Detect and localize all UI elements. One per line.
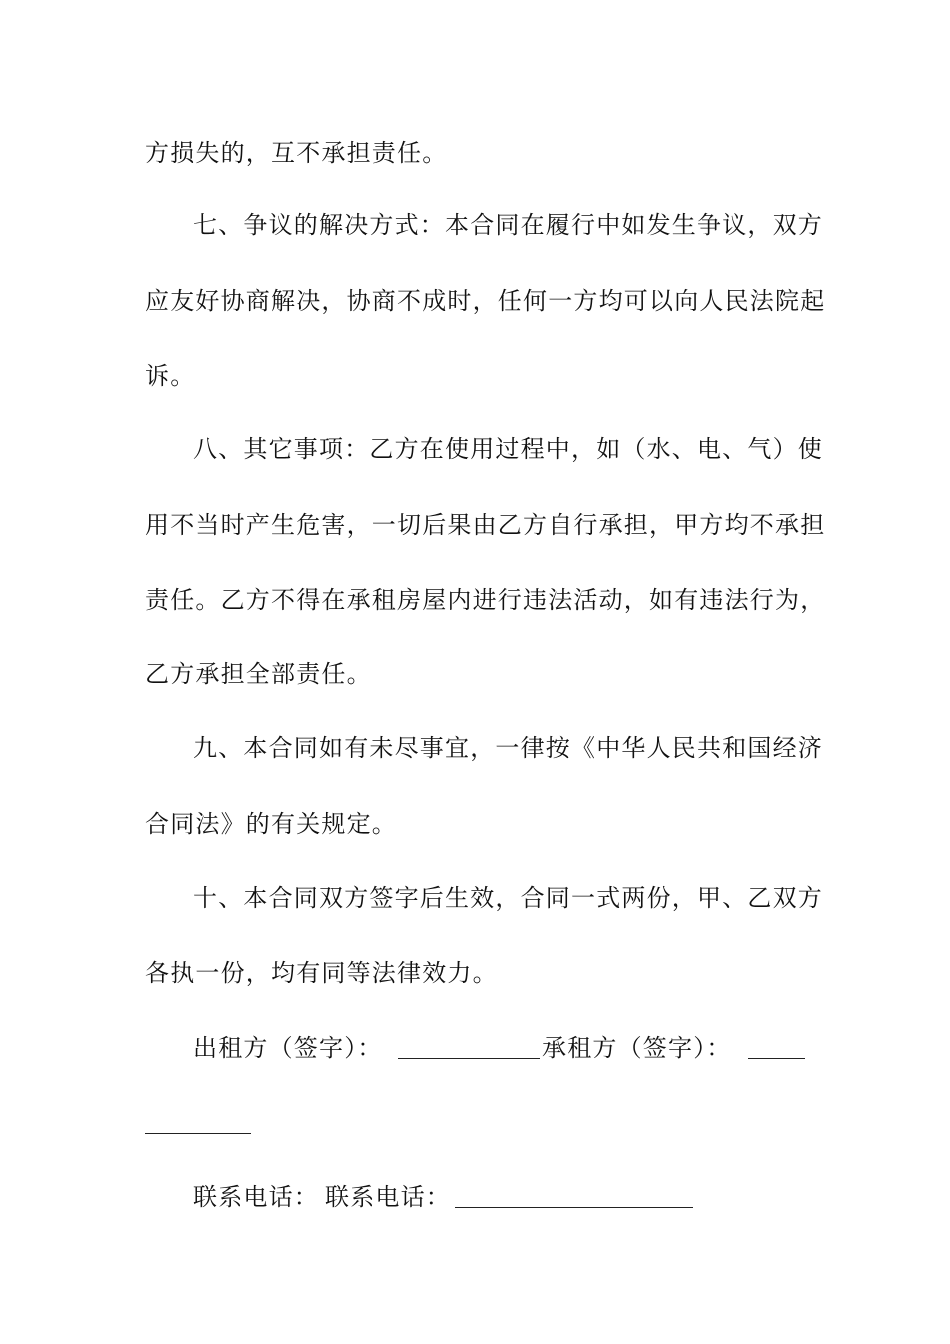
- lessee-signature-field[interactable]: [748, 1058, 805, 1059]
- lessor-signature-field[interactable]: [398, 1058, 540, 1059]
- lessee-signature-label: 承租方（签字）：: [542, 1034, 732, 1062]
- paragraph-line: 诉。: [145, 362, 196, 390]
- paragraph-line: 责任。乙方不得在承租房屋内进行违法活动，如有违法行为，: [145, 586, 826, 614]
- lessee-signature-field-continued[interactable]: [145, 1133, 251, 1134]
- clause-ten-line: 十、本合同双方签字后生效，合同一式两份，甲、乙双方: [193, 884, 823, 912]
- paragraph-line: 用不当时产生危害，一切后果由乙方自行承担，甲方均不承担: [145, 511, 826, 539]
- lessor-signature-label: 出租方（签字）：: [193, 1034, 383, 1062]
- clause-eight-line: 八、其它事项：乙方在使用过程中，如（水、电、气）使: [193, 435, 823, 463]
- paragraph-line: 应友好协商解决，协商不成时，任何一方均可以向人民法院起: [145, 287, 826, 315]
- paragraph-line: 合同法》的有关规定。: [145, 810, 397, 838]
- paragraph-line: 方损失的，互不承担责任。: [145, 139, 448, 167]
- lessee-phone-label: 联系电话：: [325, 1183, 451, 1211]
- clause-nine-line: 九、本合同如有未尽事宜，一律按《中华人民共和国经济: [193, 734, 823, 762]
- lessor-phone-label: 联系电话：: [193, 1183, 319, 1211]
- paragraph-line: 各执一份，均有同等法律效力。: [145, 959, 498, 987]
- paragraph-line: 乙方承担全部责任。: [145, 660, 372, 688]
- phone-field[interactable]: [455, 1207, 693, 1208]
- clause-seven-line: 七、争议的解决方式：本合同在履行中如发生争议，双方: [193, 211, 823, 239]
